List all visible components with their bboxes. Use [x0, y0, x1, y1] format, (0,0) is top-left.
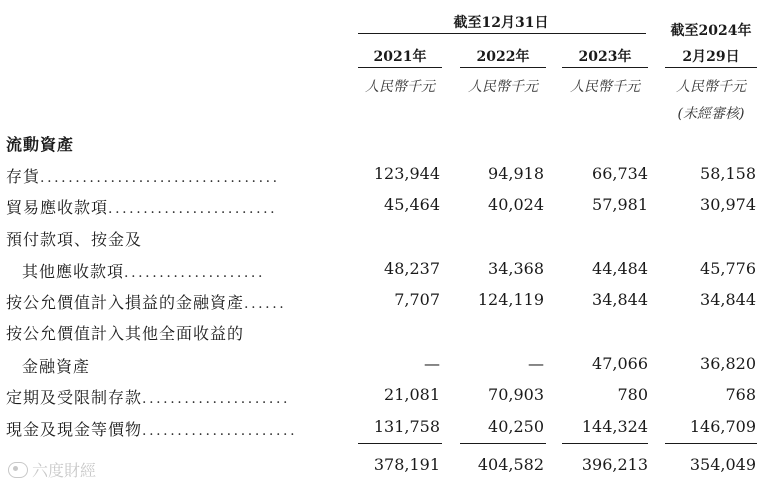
total-v2023: 396,213 [581, 455, 648, 474]
row-inventory-v2022: 94,918 [488, 164, 544, 183]
row-label-other-receivables: 其他應收款項.................... [22, 262, 266, 281]
header-rule-col4 [665, 67, 757, 68]
row-time-deposits-v2023: 780 [617, 385, 648, 404]
row-inventory-v2023: 66,734 [592, 164, 648, 183]
row-cash-v2023: 144,324 [581, 417, 648, 436]
unit-col2: 人民幣千元 [468, 79, 538, 95]
row-other-receivables-v2022: 34,368 [488, 259, 544, 278]
header-group-rule [358, 33, 646, 34]
row-fvtpl-v2022: 124,119 [477, 290, 544, 309]
row-time-deposits-v2021: 21,081 [384, 385, 440, 404]
row-label-cash: 現金及現金等價物...................... [6, 420, 298, 439]
total-rule-col1 [358, 443, 442, 444]
row-time-deposits-v2024: 768 [725, 385, 756, 404]
row-cash-v2024: 146,709 [689, 417, 756, 436]
total-v2024: 354,049 [689, 455, 756, 474]
row-label-time-deposits: 定期及受限制存款..................... [6, 388, 291, 407]
row-inventory-v2021: 123,944 [373, 164, 440, 183]
row-trade-receivables-v2024: 30,974 [700, 195, 756, 214]
total-rule-col3 [562, 443, 648, 444]
unit-col3: 人民幣千元 [570, 79, 640, 95]
header-rule-col1 [358, 67, 442, 68]
row-time-deposits-v2022: 70,903 [488, 385, 544, 404]
row-fvoci-v2021: — [424, 354, 440, 373]
row-trade-receivables-v2021: 45,464 [384, 195, 440, 214]
row-other-receivables-v2024: 45,776 [700, 259, 756, 278]
header-year-2021: 2021年 [373, 49, 427, 65]
row-cash-v2021: 131,758 [373, 417, 440, 436]
section-title: 流動資產 [6, 135, 75, 154]
row-other-receivables-v2021: 48,237 [384, 259, 440, 278]
header-rule-col3 [562, 67, 648, 68]
row-label-fvoci-line2: 金融資產 [22, 357, 91, 376]
header-year-2023: 2023年 [578, 49, 632, 65]
row-label-inventory: 存貨.................................. [6, 167, 280, 186]
unaudited-note: (未經審核) [677, 106, 745, 122]
row-cash-v2022: 40,250 [488, 417, 544, 436]
row-inventory-v2024: 58,158 [700, 164, 756, 183]
row-fvtpl-v2024: 34,844 [700, 290, 756, 309]
row-fvtpl-v2021: 7,707 [394, 290, 440, 309]
watermark-logo-icon [8, 462, 28, 478]
row-fvoci-v2022: — [528, 354, 544, 373]
total-v2022: 404,582 [477, 455, 544, 474]
watermark-text: 六度財經 [32, 461, 97, 480]
row-fvtpl-v2023: 34,844 [592, 290, 648, 309]
row-fvoci-v2024: 36,820 [700, 354, 756, 373]
row-trade-receivables-v2022: 40,024 [488, 195, 544, 214]
header-last-col-line2: 2月29日 [682, 49, 740, 65]
header-rule-col2 [460, 67, 546, 68]
total-rule-col2 [460, 443, 546, 444]
total-v2021: 378,191 [373, 455, 440, 474]
unit-col1: 人民幣千元 [365, 79, 435, 95]
row-fvoci-v2023: 47,066 [592, 354, 648, 373]
row-label-fvoci-line1: 按公允價值計入其他全面收益的 [6, 324, 245, 343]
row-label-trade-receivables: 貿易應收款項........................ [6, 198, 278, 217]
row-label-fvtpl: 按公允價值計入損益的金融資產...... [6, 293, 287, 312]
row-other-receivables-v2023: 44,484 [592, 259, 648, 278]
row-trade-receivables-v2023: 57,981 [592, 195, 648, 214]
header-group-label: 截至12月31日 [453, 15, 549, 31]
total-rule-col4 [665, 443, 757, 444]
unit-col4: 人民幣千元 [676, 79, 746, 95]
row-label-prepayments-line1: 預付款項、按金及 [6, 230, 143, 249]
header-last-col-line1: 截至2024年 [670, 23, 752, 39]
header-year-2022: 2022年 [476, 49, 530, 65]
watermark [8, 458, 96, 481]
